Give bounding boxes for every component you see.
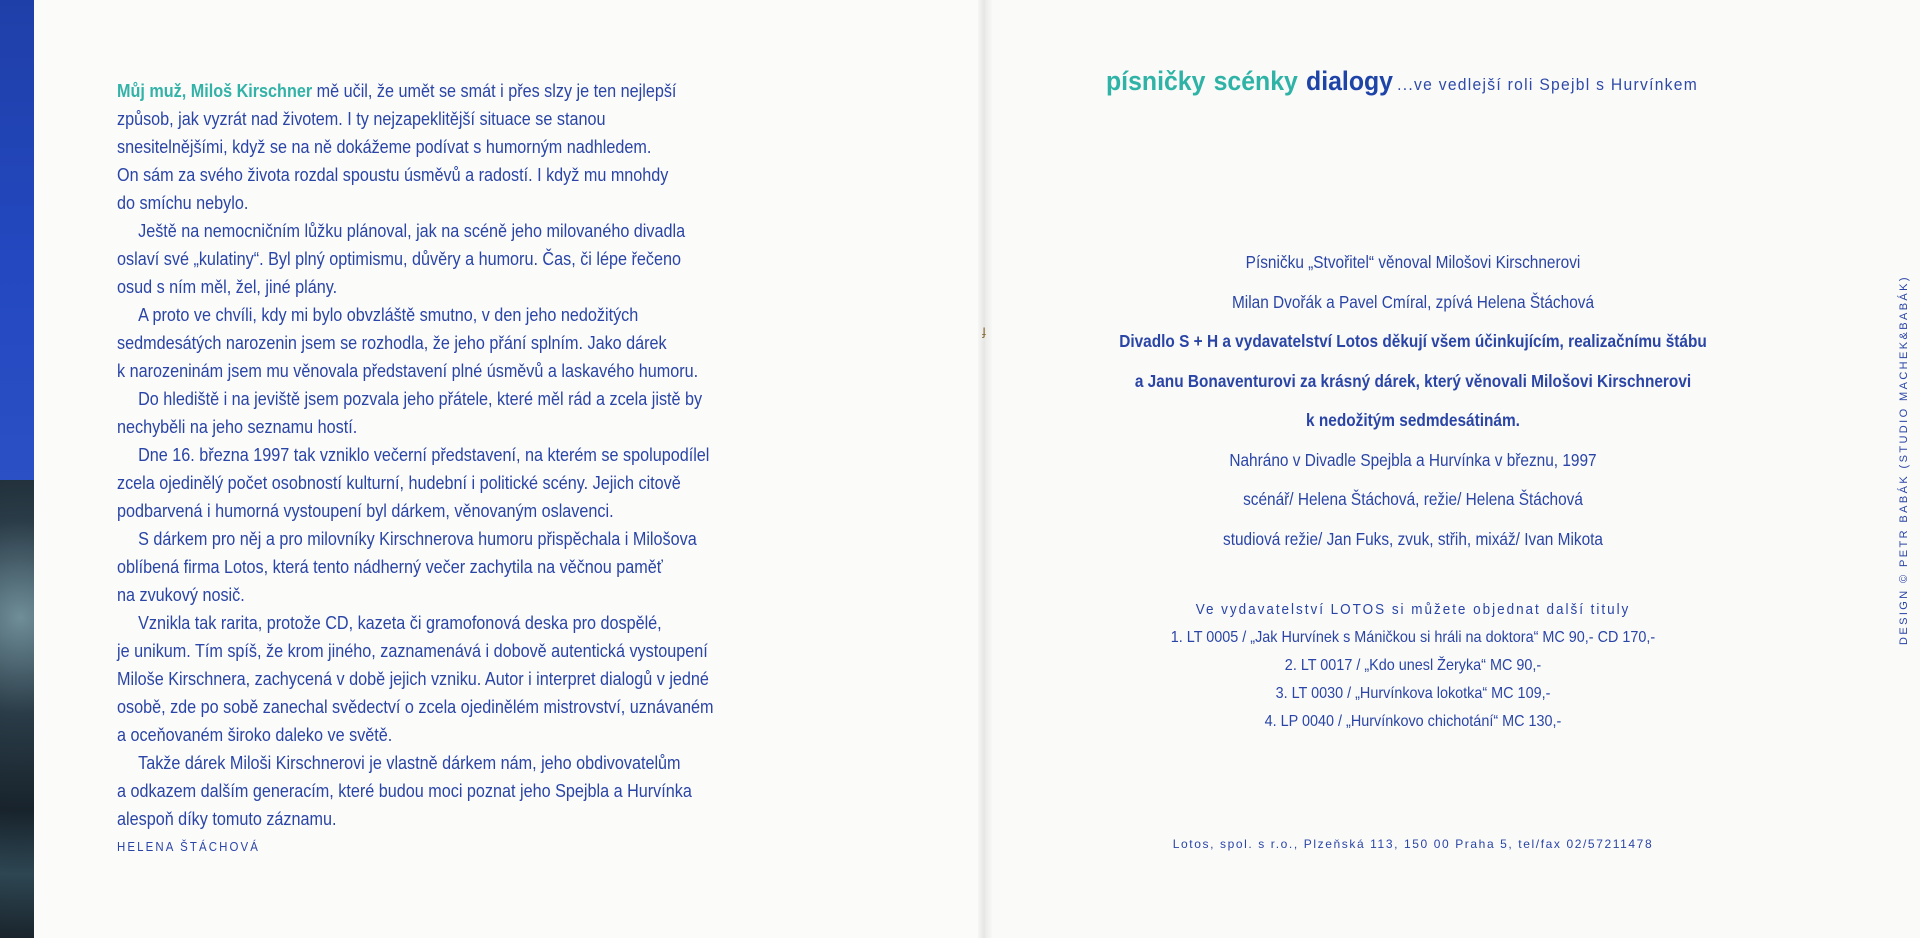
paragraph-4 [117, 385, 751, 441]
thanks-line: a Janu Bonaventurovi za krásný dárek, který věnovali Milošovi Kirschnerovi [1134, 370, 1692, 391]
text-line: podbarvená i humorná vystoupení byl dárkem, věnovaným oslavenci. [117, 500, 614, 521]
catalog-item: 4. LP 0040 / „Hurvínkovo chichotání“ MC 130,- [1264, 713, 1562, 730]
catalog-block [1073, 596, 1753, 736]
text-line: Do hlediště i na jeviště jsem pozvala jeho přátele, které měl rád a zcela jistě by [138, 388, 703, 409]
text-line: Dne 16. března 1997 tak vzniklo večerní představení, na kterém se spolupodílel [138, 444, 710, 465]
text-line: osobě, zde po sobě zanechal svědectví o zcela ojedinělém mistrovství, uznávaném [117, 696, 714, 717]
thanks-line: k nedožitým sedmdesátinám. [1306, 410, 1520, 430]
text-line: je unikum. Tím spíš, že krom jiného, zaznamenává i dobově autentická vystoupení [117, 640, 708, 661]
text-line: a odkazem dalším generacím, které budou moci poznat jeho Spejbla a Hurvínka [117, 780, 692, 801]
credit-line: scénář/ Helena Štáchová, režie/ Helena Štáchová [1243, 489, 1583, 509]
text-line: sedmdesátých narozenin jsem se rozhodla, že jeho přání splním. Jako dárek [117, 332, 667, 353]
text-line: Takže dárek Miloši Kirschnerovi je vlastně dárkem nám, jeho obdivovatelům [138, 752, 681, 773]
blue-edge-strip [0, 0, 34, 480]
text-line: mě učil, že umět se smát i přes slzy je ten nejlepší [312, 80, 677, 101]
credit-line: Nahráno v Divadle Spejbla a Hurvínka v březnu, 1997 [1229, 449, 1597, 470]
header-word-songs: písničky [1106, 66, 1206, 96]
paragraph-8 [117, 749, 751, 833]
text-line: Miloše Kirschnera, zachycená v době jejich vzniku. Autor i interpret dialogů v jedné [117, 668, 709, 689]
text-line: S dárkem pro něj a pro milovníky Kirschnerova humoru přispěchala i Milošova [138, 528, 697, 549]
paragraph-3 [117, 301, 751, 385]
thanks-line: Divadlo S + H a vydavatelství Lotos děkují všem účinkujícím, realizačnímu štábu [1119, 331, 1707, 351]
paragraph-6 [117, 525, 751, 609]
text-line: Vznikla tak rarita, protože CD, kazeta či gramofonová deska pro dospělé, [138, 612, 662, 633]
header-word-dialogues: dialogy [1306, 66, 1393, 96]
left-page-text [117, 77, 751, 861]
text-line: způsob, jak vyzrát nad životem. I ty nejzapeklitější situace se stanou [117, 108, 606, 129]
paragraph-1 [117, 77, 751, 217]
text-line: snesitelnějšími, když se na ně dokážeme podívat s humorným nadhledem. [117, 136, 652, 157]
text-line: k narozeninám jsem mu věnovala představení plné úsměvů a laskavého humoru. [117, 360, 699, 381]
catalog-heading: Ve vydavatelství LOTOS si můžete objednat další tituly [1195, 601, 1631, 618]
text-line: A proto ve chvíli, kdy mi bylo obvzláště smutno, v den jeho nedožitých [138, 304, 639, 325]
credits-block [1073, 243, 1753, 559]
paragraph-5 [117, 441, 751, 525]
design-credit: DESIGN © PETR BABÁK (STUDIO MACHEK&BABÁK) [1898, 275, 1910, 645]
text-line: na zvukový nosič. [117, 584, 245, 605]
album-header [1106, 66, 1698, 97]
lead-text: Můj muž, Miloš Kirschner [117, 80, 313, 101]
credit-line: Milan Dvořák a Pavel Cmíral, zpívá Helena Štáchová [1231, 291, 1595, 312]
author-signature: HELENA ŠTÁCHOVÁ [117, 839, 260, 854]
text-line: Ještě na nemocničním lůžku plánoval, jak na scéně jeho milovaného divadla [138, 220, 686, 241]
text-line: nechyběli na jeho seznamu hostí. [117, 416, 358, 437]
paragraph-2 [117, 217, 751, 301]
publisher-address: Lotos, spol. s r.o., Plzeňská 113, 150 00 Praha 5, tel/fax 02/57211478 [1172, 837, 1654, 851]
credit-line: Písničku „Stvořitel“ věnoval Milošovi Kirschnerovi [1245, 252, 1581, 272]
text-line: oslaví své „kulatiny“. Byl plný optimismu, důvěry a humoru. Čas, či lépe řečeno [117, 248, 681, 269]
photo-edge-strip [0, 480, 34, 938]
header-word-sketches: scénky [1213, 66, 1298, 96]
header-subtitle: ...ve vedlejší roli Spejbl s Hurvínkem [1397, 75, 1699, 94]
text-line: zcela ojedinělý počet osobností kulturní, hudební i politické scény. Jejich citově [117, 472, 681, 493]
text-line: oblíbená firma Lotos, která tento nádherný večer zachytila na věčnou paměť [117, 556, 663, 577]
text-line: alespoň díky tomuto záznamu. [117, 808, 337, 829]
catalog-item: 2. LT 0017 / „Kdo unesl Žeryka“ MC 90,- [1284, 657, 1542, 674]
catalog-item: 3. LT 0030 / „Hurvínkova lokotka“ MC 109,- [1275, 685, 1551, 702]
text-line: On sám za svého života rozdal spoustu úsměvů a radostí. I když mu mnohdy [117, 164, 669, 185]
text-line: a oceňovaném široko daleko ve světě. [117, 724, 393, 745]
paper-mark: ɟ [982, 322, 986, 338]
text-line: do smíchu nebylo. [117, 192, 249, 213]
credit-line: studiová režie/ Jan Fuks, zvuk, střih, mixáž/ Ivan Mikota [1222, 528, 1603, 549]
catalog-item: 1. LT 0005 / „Jak Hurvínek s Máničkou si hráli na doktora“ MC 90,- CD 170,- [1170, 629, 1656, 646]
text-line: osud s ním měl, žel, jiné plány. [117, 276, 338, 297]
paragraph-7 [117, 609, 751, 749]
page-fold [978, 0, 992, 938]
